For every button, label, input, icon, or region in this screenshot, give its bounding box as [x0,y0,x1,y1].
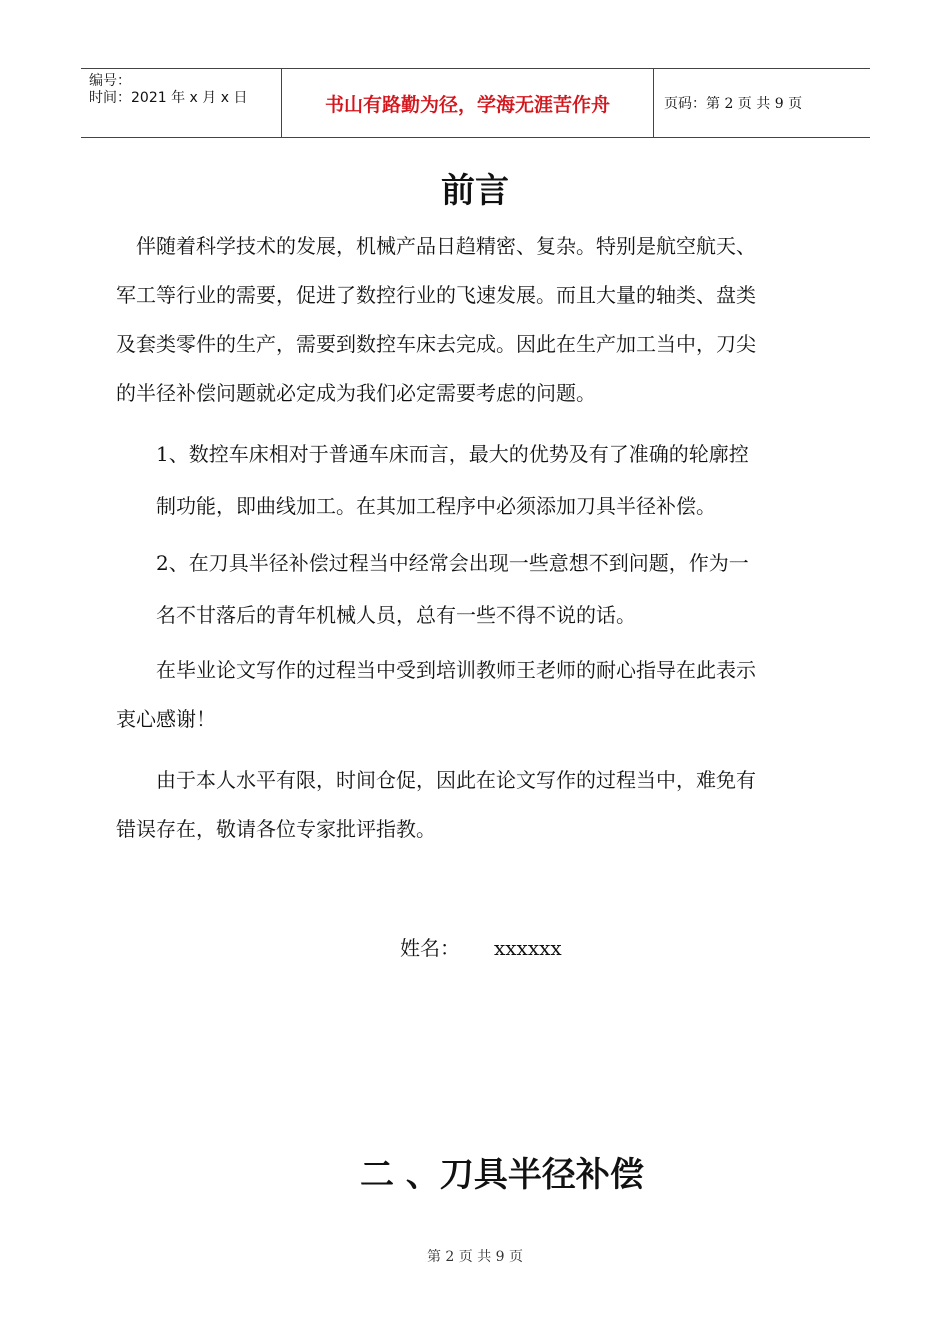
paragraph-intro [116,222,836,418]
paragraph-apology [116,756,836,854]
page-title: 前言 [441,171,509,211]
paragraph-thanks [116,646,836,744]
paragraph-point-2 [116,537,836,641]
time-label: 时间：2021 年 x 月 x 日 [89,90,248,106]
paragraph-line: 名不甘落后的青年机械人员，总有一些不得不说的话。 [116,603,636,627]
paragraph-line: 在毕业论文写作的过程当中受到培训教师王老师的耐心指导在此表示 [116,658,756,682]
header-motto: 书山有路勤为径，学海无涯苦作舟 [282,69,654,137]
signature-label: 姓名： [400,936,460,960]
paragraph-point-1 [116,428,836,532]
header-meta [81,69,282,137]
number-label: 编号： [89,73,131,89]
paragraph-line: 伴随着科学技术的发展，机械产品日趋精密、复杂。特别是航空航天、 [116,234,756,258]
paragraph-line: 错误存在，敬请各位专家批评指教。 [116,817,436,841]
paragraph-line: 1、数控车床相对于普通车床而言，最大的优势及有了准确的轮廓控 [116,442,749,466]
paragraph-line: 2、在刀具半径补偿过程当中经常会出现一些意想不到问题，作为一 [116,551,749,575]
paragraph-line: 的半径补偿问题就必定成为我们必定需要考虑的问题。 [116,381,596,405]
header-page-info: 页码：第 2 页 共 9 页 [664,96,803,112]
paragraph-line: 军工等行业的需要，促进了数控行业的飞速发展。而且大量的轴类、盘类 [116,283,756,307]
paragraph-line: 制功能，即曲线加工。在其加工程序中必须添加刀具半径补偿。 [116,494,716,518]
section-title: 二 、刀具半径补偿 [360,1155,644,1195]
signature [400,930,562,966]
page-header [81,68,870,138]
paragraph-line: 衷心感谢！ [116,707,216,731]
signature-value: xxxxxx [494,936,562,960]
paragraph-line: 及套类零件的生产，需要到数控车床去完成。因此在生产加工当中，刀尖 [116,332,756,356]
paragraph-line: 由于本人水平有限，时间仓促，因此在论文写作的过程当中，难免有 [116,768,756,792]
page-footer: 第 2 页 共 9 页 [426,1249,524,1265]
